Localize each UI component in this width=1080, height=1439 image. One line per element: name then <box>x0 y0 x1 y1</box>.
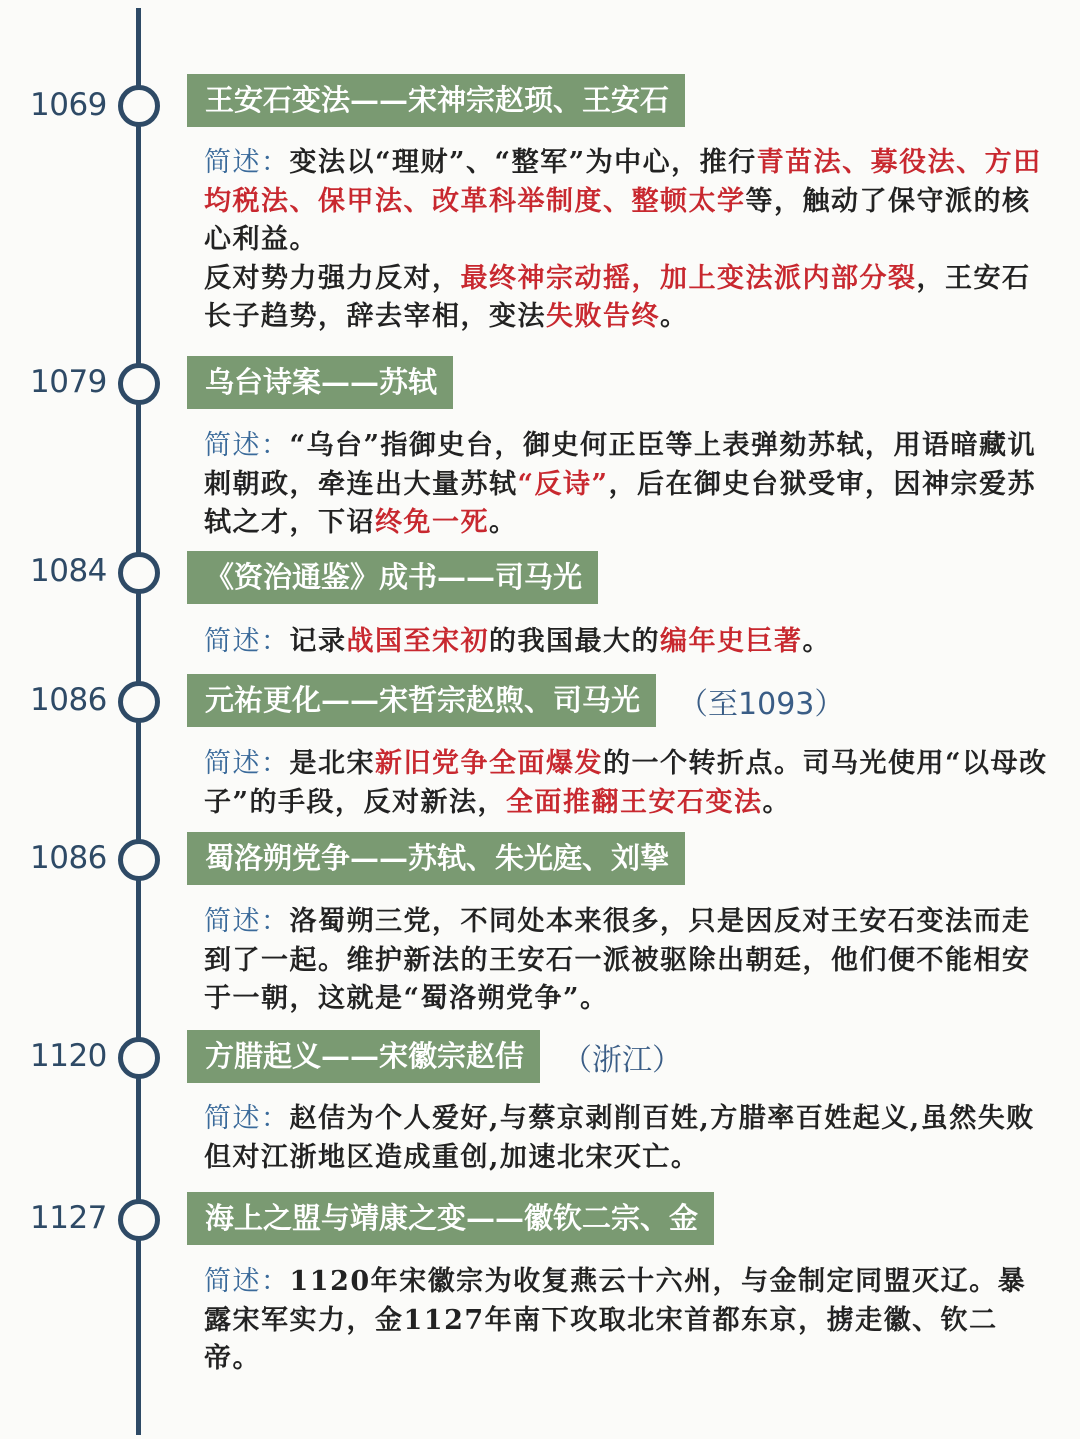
highlighted-text: 编年史巨著 <box>660 626 803 657</box>
description-text: 1120年宋徽宗为收复燕云十六州，与金制定同盟灭辽。暴露宋军实力，金1127年南下攻取北宋首都东京，掳走徽、钦二帝。 <box>204 1266 1027 1374</box>
description-text: 。 <box>489 507 518 538</box>
timeline-node-icon <box>118 1199 160 1241</box>
event-description <box>204 745 1049 822</box>
description-text: 。 <box>660 301 689 332</box>
event-title: 蜀洛朔党争——苏轼、朱光庭、刘挚 <box>187 832 685 885</box>
description-label: 简述： <box>204 906 290 937</box>
description-label: 简述： <box>204 1266 290 1297</box>
timeline-node-icon <box>118 85 160 127</box>
highlighted-text: 全面推翻王安石变法 <box>506 786 763 818</box>
year-label: 1069 <box>30 87 107 123</box>
highlighted-text: 战国至宋初 <box>346 626 489 657</box>
description-text: 洛蜀朔三党，不同处本来很多，只是因反对王安石变法而走到了一起。维护新法的王安石一派被驱除出朝廷，他们便不能相安于一朝，这就是“蜀洛朔党争”。 <box>204 906 1031 1014</box>
description-text: 反对势力强力反对， <box>204 262 461 294</box>
year-label: 1084 <box>30 553 107 589</box>
event-description <box>204 427 1049 543</box>
year-label: 1086 <box>30 840 107 876</box>
event-title: 乌台诗案——苏轼 <box>187 356 453 409</box>
event-title: 《资治通鉴》成书——司马光 <box>187 551 598 604</box>
description-text: 的我国最大的 <box>489 626 660 657</box>
event-description <box>204 1263 1049 1379</box>
highlighted-text: 新旧党争全面爆发 <box>375 748 603 779</box>
timeline-node-icon <box>118 839 160 881</box>
year-label: 1086 <box>30 682 107 718</box>
timeline-node-icon <box>118 1037 160 1079</box>
description-text: 等，触动了保守派的核心利益。 <box>204 185 1031 255</box>
timeline-node-icon <box>118 681 160 723</box>
timeline-node-icon <box>118 552 160 594</box>
description-text: ，王安石长子趋势，辞去宰相，变法 <box>204 262 1031 332</box>
event-description <box>204 144 1049 337</box>
description-text: 的一个转折点。司马光使用“以母改子”的手段，反对新法， <box>204 748 1048 818</box>
highlighted-text: “反诗” <box>517 468 609 500</box>
timeline-node-icon <box>118 363 160 405</box>
description-text: 记录 <box>289 626 347 657</box>
description-label: 简述： <box>204 748 290 779</box>
year-label: 1127 <box>30 1200 107 1236</box>
description-text: 。 <box>762 786 792 818</box>
event-title: 元祐更化——宋哲宗赵煦、司马光 <box>187 674 656 727</box>
description-text: 。 <box>802 626 831 657</box>
description-text: 赵佶为个人爱好,与蔡京剥削百姓,方腊率百姓起义,虽然失败但对江浙地区造成重创,加速北宋灭亡。 <box>204 1103 1035 1173</box>
highlighted-text: 最终神宗动摇，加上变法派内部分裂 <box>460 262 917 294</box>
event-description <box>204 623 1049 662</box>
highlighted-text: 终免一死 <box>375 507 489 538</box>
event-title: 王安石变法——宋神宗赵顼、王安石 <box>187 74 685 127</box>
year-label: 1079 <box>30 364 107 400</box>
description-text: 变法以“理财”、“整军”为中心，推行 <box>289 147 757 178</box>
description-text: ，后在御史台狱受审，因神宗爱苏轼之才，下诏 <box>204 468 1037 538</box>
event-description <box>204 903 1049 1019</box>
description-label: 简述： <box>204 147 290 178</box>
event-title: 海上之盟与靖康之变——徽钦二宗、金 <box>187 1192 714 1245</box>
description-label: 简述： <box>204 1103 290 1134</box>
event-description <box>204 1100 1049 1177</box>
event-note: （至1093） <box>678 686 845 722</box>
event-title: 方腊起义——宋徽宗赵佶 <box>187 1030 540 1083</box>
description-text: “乌台”指御史台，御史何正臣等上表弹劾苏轼，用语暗藏讥刺朝政，牵连出大量苏轼 <box>204 430 1037 500</box>
description-label: 简述： <box>204 430 290 461</box>
description-label: 简述： <box>204 626 290 657</box>
event-note: （浙江） <box>562 1042 683 1078</box>
highlighted-text: 失败告终 <box>546 301 660 332</box>
highlighted-text: 青苗法、募役法、方田均税法、保甲法、改革科举制度、整顿太学 <box>204 147 1042 217</box>
year-label: 1120 <box>30 1038 107 1074</box>
description-text: 是北宋 <box>289 748 375 779</box>
